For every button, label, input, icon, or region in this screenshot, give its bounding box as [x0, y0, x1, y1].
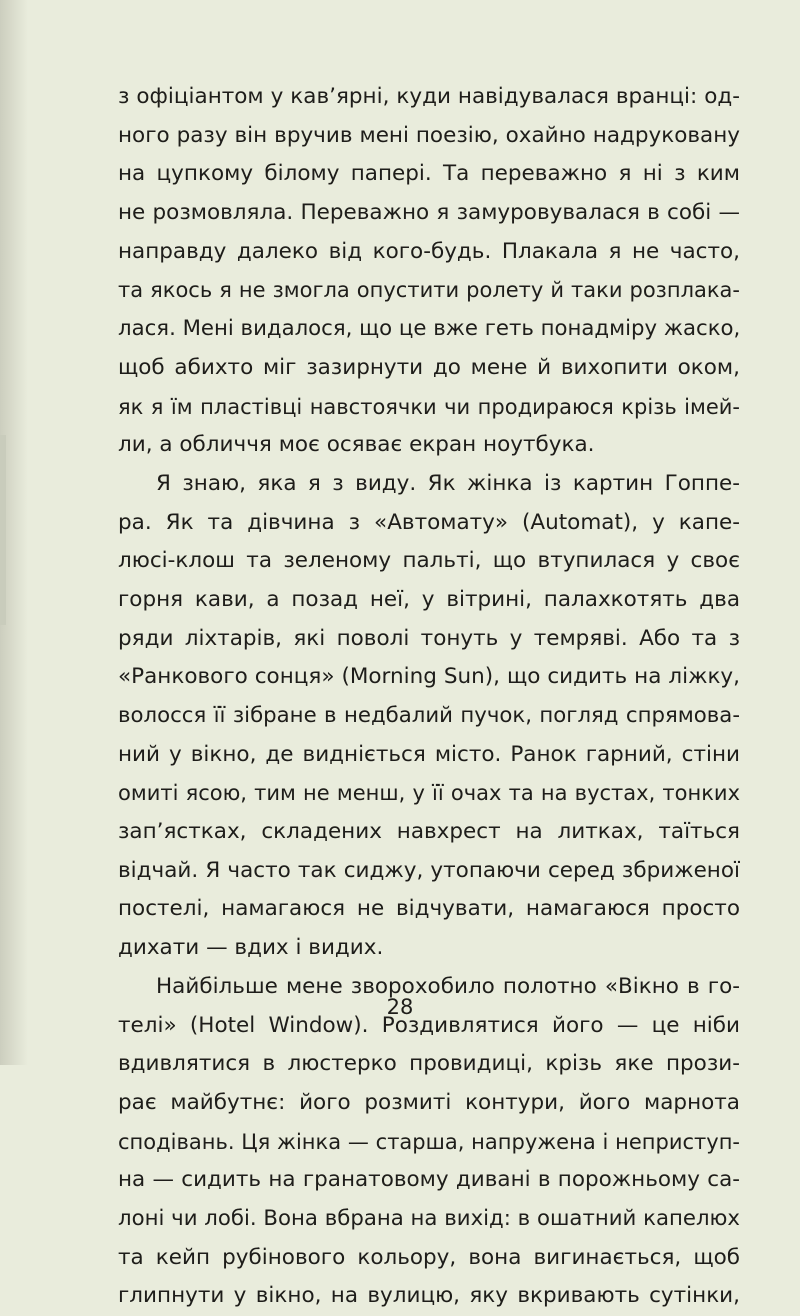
text-line: вдивлятися в люстерко провидиці, крізь яке прози- [118, 1051, 740, 1077]
text-line: як я їм пластівці навстоячки чи продираюся крізь імей- [118, 394, 740, 419]
text-line: лоні чи лобі. Вона вбрана на вихід: в ошатний капелюх [118, 1205, 740, 1231]
text-line: направду далеко від кого-будь. Плакала я не часто, [118, 238, 740, 264]
text-line: з офіціантом у кав’ярні, куди навідувалася вранці: од- [118, 84, 740, 109]
text-line: «Ранкового сонця» (Morning Sun), що сидить на ліжку, [118, 664, 740, 690]
text-line: глипнути у вікно, на вулицю, яку вкривають сутінки, [118, 1283, 740, 1309]
text-line: на цупкому білому папері. Та переважно я ні з ким [118, 161, 740, 187]
text-line: горня кави, а позад неї, у вітрині, палахкотять два [118, 586, 740, 612]
text-line: ра. Як та дівчина з «Автомату» (Automat), у капе- [118, 509, 740, 535]
page-edge-notch [0, 435, 6, 625]
text-line: постелі, намагаюся не відчувати, намагаюся просто [118, 896, 740, 922]
text-line: відчай. Я часто так сиджу, утопаючи серед збриженої [118, 857, 740, 883]
page-number: 28 [386, 995, 414, 1019]
text-line: та кейп рубінового кольору, вона вигинається, щоб [118, 1244, 740, 1270]
text-line: на — сидить на гранатовому дивані в порожньому са- [118, 1167, 740, 1193]
text-line: зап’ястках, складених навхрест на литках, таїться [118, 819, 740, 845]
text-line: ли, а обличчя моє осяває екран ноутбука. [118, 432, 595, 458]
text-line: ний у вікно, де видніється місто. Ранок гарний, стіни [118, 741, 740, 767]
text-line: люсі-клош та зеленому пальті, що втупилася у своє [118, 548, 740, 574]
text-line: дихати — вдих і видих. [118, 935, 384, 961]
text-line: лася. Мені видалося, що це вже геть понадміру жаско, [118, 316, 740, 342]
text-line: рає майбутнє: його розмиті контури, його марнота [118, 1089, 740, 1115]
text-line: щоб абихто міг зазирнути до мене й вихопити оком, [118, 354, 740, 380]
text-line: та якось я не змогла опустити ролету й таки розплака- [118, 278, 740, 303]
text-line: телі» (Hotel Window). Роздивлятися його — це ніби [118, 1012, 740, 1038]
text-line: не розмовляла. Переважно я замуровувалася в собі — [118, 200, 740, 226]
text-line: Найбільше мене зворохобило полотно «Вікно в го- [156, 973, 740, 999]
text-line: волосся її зібране в недбалий пучок, погляд спрямова- [118, 703, 740, 728]
text-line: сподівань. Ця жінка — старша, напружена і неприступ- [118, 1129, 740, 1154]
text-line: ряди ліхтарів, які поволі тонуть у темряві. Або та з [118, 625, 740, 651]
text-line: омиті ясою, тим не менш, у її очах та на вустах, тонких [118, 781, 740, 806]
body-text [118, 78, 740, 1316]
text-line: ного разу він вручив мені поезію, охайно надруковану [118, 122, 740, 148]
text-line: Я знаю, яка я з виду. Як жінка із картин Гоппе- [156, 470, 740, 496]
